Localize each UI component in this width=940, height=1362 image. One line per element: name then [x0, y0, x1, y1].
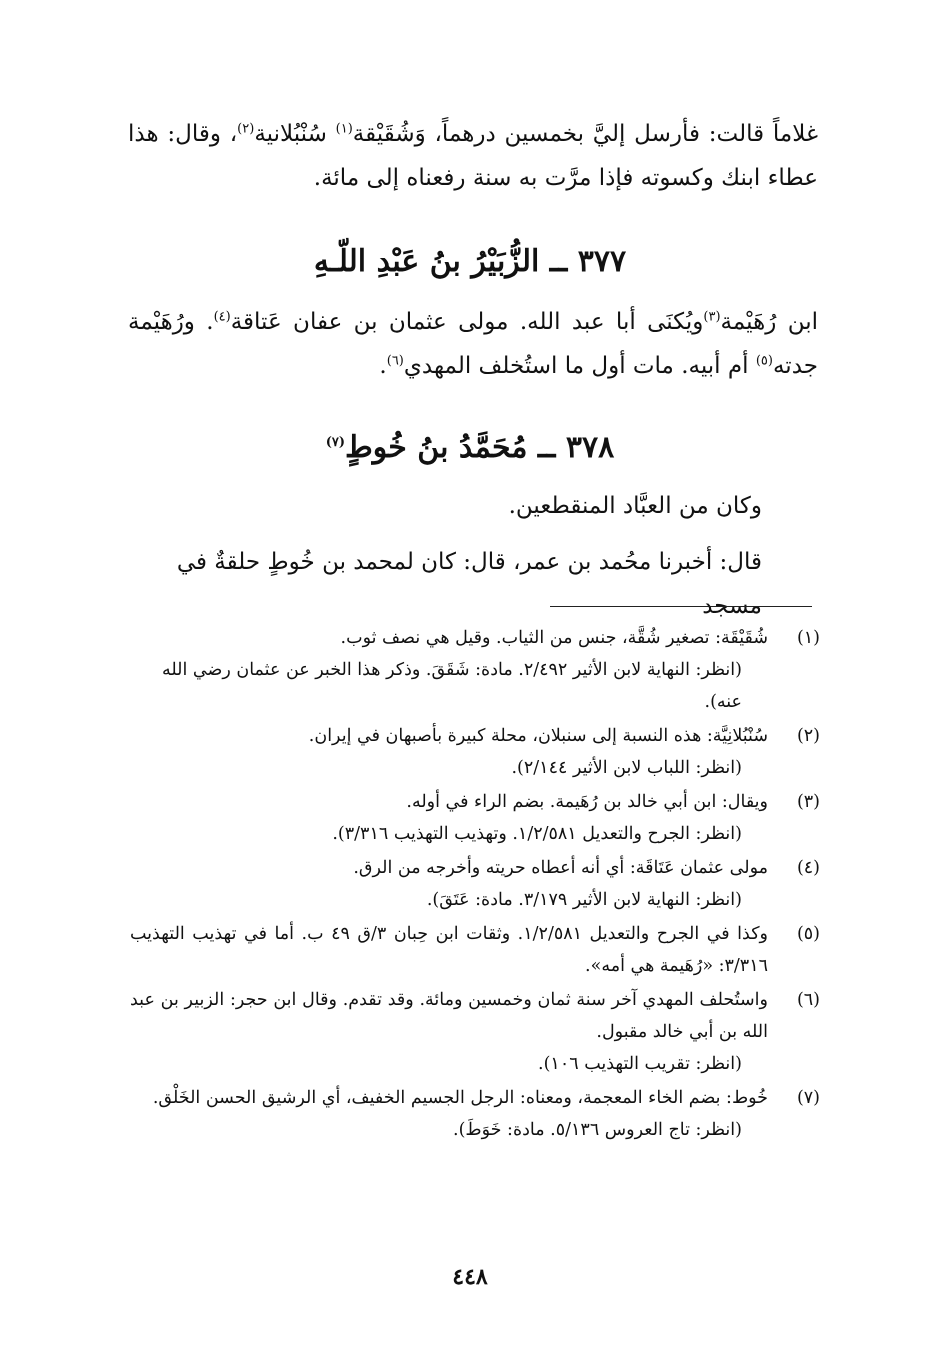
entry-377-text-2: ويُكنَى أبا عبد الله. مولى عثمان بن عفان عَتاقة [230, 309, 704, 335]
footnotes-section [130, 622, 820, 1146]
footnote-reference: (انظر: النهاية لابن الأثير ٣/١٧٩. مادة: عَتَقَ). [426, 890, 742, 910]
footnote-3 [130, 786, 820, 850]
footnote-ref-3[interactable]: (٣) [703, 309, 721, 325]
footnote-4 [130, 852, 820, 916]
footnote-7 [130, 1082, 820, 1146]
footnote-text: خُوط: بضم الخاء المعجمة، ومعناه: الرجل الجسيم الخفيف، أي الرشيق الحسن الخَلْق. [152, 1088, 768, 1108]
footnote-ref-6[interactable]: (٦) [386, 353, 404, 369]
footnote-ref-4[interactable]: (٤) [213, 309, 231, 325]
entry-378-text-1: وكان من العبَّاد المنقطعين. [508, 493, 762, 519]
entry-377-text-1: ابن رُهَيْمة [720, 309, 818, 335]
footnote-number: (٣) [796, 792, 820, 812]
entry-377-paragraph [128, 300, 818, 388]
footnote-number: (٢) [796, 726, 820, 746]
entry-377-heading [0, 244, 940, 279]
footnote-text: ويقال: ابن أبي خالد بن رُهَيمة. بضم الراء في أوله. [406, 792, 768, 812]
footnote-reference: (انظر: النهاية لابن الأثير ٢/٤٩٢. مادة: شَقَقَ. وذكر هذا الخبر عن عثمان رضي الله عنه). [161, 660, 742, 712]
footnote-number: (١) [796, 628, 820, 648]
footnote-separator [550, 606, 812, 607]
footnote-ref-1[interactable]: (١) [335, 121, 353, 137]
footnote-reference: (انظر: الجرح والتعديل ١/٢/٥٨١. وتهذيب التهذيب ٣/٣١٦). [332, 824, 742, 844]
entry-378-title: ٣٧٨ ــ مُحَمَّدُ بنُ خُوطٍ [345, 430, 615, 465]
entry-378-paragraph-2 [128, 540, 818, 628]
footnote-ref-7[interactable]: (٧) [325, 435, 346, 450]
footnote-text: وكذا في الجرح والتعديل ١/٢/٥٨١. وثقات ابن حِبان ٣/ق ٤٩ ب. أما في تهذيب التهذيب ٣/٣١٦: «رُهَيمة هي أمه». [130, 924, 768, 976]
footnote-2 [130, 720, 820, 784]
page-number: ٤٤٨ [452, 1264, 488, 1290]
entry-378-text-2: قال: أخبرنا محُمد بن عمر، قال: كان لمحمد بن خُوطٍ حلقةٌ في مسجد [176, 549, 762, 619]
footnote-6 [130, 984, 820, 1080]
entry-378-heading [0, 430, 940, 465]
footnote-text: مولى عثمان عَتَاقَة: أي أنه أعطاه حريته وأخرجه من الرق. [353, 858, 768, 878]
footnote-number: (٦) [796, 990, 820, 1010]
footnote-ref-2[interactable]: (٢) [237, 121, 255, 137]
footnote-number: (٤) [796, 858, 820, 878]
entry-378-paragraph-1 [128, 484, 818, 528]
footnote-reference: (انظر: تاج العروس ٥/١٣٦. مادة: خَوَطَ). [453, 1120, 742, 1140]
footnote-number: (٧) [796, 1088, 820, 1108]
footnote-ref-5[interactable]: (٥) [755, 353, 773, 369]
continuation-text-3: ، وقال: هذا عطاء ابنك وكسوته فإذا مرَّت به سنة رفعناه إلى مائة. [128, 121, 818, 191]
footnote-text: سُنْبُلانِيَّة: هذه النسبة إلى سنبلان، محلة كبيرة بأصبهان في إيران. [308, 726, 768, 746]
entry-377-text-3: . ورُهَيْمة جدته [128, 309, 818, 379]
footnote-5 [130, 918, 820, 982]
footnote-1 [130, 622, 820, 718]
footnote-number: (٥) [796, 924, 820, 944]
continuation-paragraph [128, 112, 818, 200]
entry-377-text-5: . [379, 353, 387, 379]
footnote-text: واستُحلف المهدي آخر سنة ثمان وخمسين ومائة. وقد تقدم. وقال ابن حجر: الزبير بن عبد الله بن أبي خالد مقبول. [130, 990, 768, 1042]
footnote-reference: (انظر: اللباب لابن الأثير ٢/١٤٤). [511, 758, 742, 778]
continuation-text-1: غلاماً قالت: فأرسل إليَّ بخمسين درهماً، وَشُقَيْقة [352, 121, 818, 147]
continuation-text-2: سُنْبُلانية [254, 121, 336, 147]
entry-377-text-4: أم أبيه. مات أول ما استُخلف المهدي [403, 353, 756, 379]
entry-377-title: ٣٧٧ ــ الزُّبَيْرُ بنُ عَبْدِ اللّـهِ [313, 244, 627, 279]
footnote-reference: (انظر: تقريب التهذيب ١٠٦). [538, 1054, 742, 1074]
footnote-text: شُقَيْقَة: تصغير شُقَّة، جنس من الثياب. وقيل هي نصف ثوب. [340, 628, 768, 648]
